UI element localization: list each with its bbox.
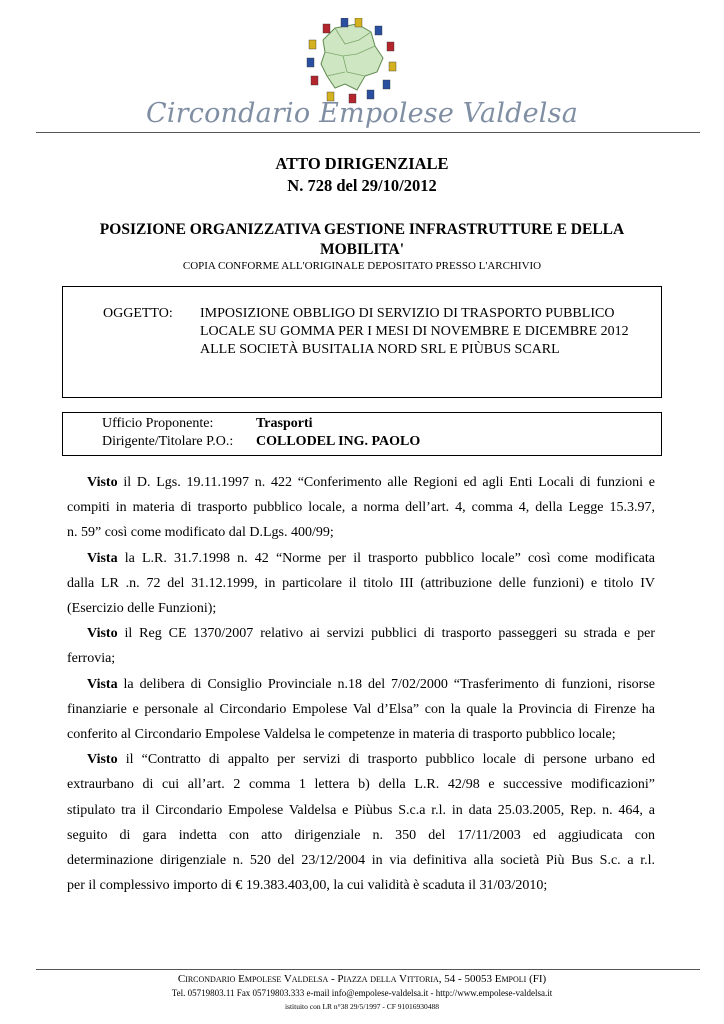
paragraph-keyword: Visto — [87, 752, 118, 768]
paragraph — [67, 747, 655, 898]
paragraph-keyword: Visto — [87, 626, 118, 642]
text-line: extraurbano di cui all’art. 2 comma 1 lettera b) della L.R. 42/98 e successive modificazioni” — [67, 777, 655, 793]
text-line: dalla LR .n. 72 del 31.12.1999, in particolare il titolo III (attribuzione delle funzioni) e titolo IV — [67, 575, 655, 591]
position-title: POSIZIONE ORGANIZZATIVA GESTIONE INFRASTRUTTURE E DELLA MOBILITA' — [99, 221, 625, 258]
text-line: Visto il “Contratto di appalto per servizi di trasporto pubblico locale di persone urbano ed — [87, 752, 655, 768]
text-line: Visto il Reg CE 1370/2007 relativo ai servizi pubblici di trasporto passeggeri su strada e per — [87, 626, 655, 642]
proposer-label: Ufficio Proponente: — [102, 416, 214, 431]
subject-line: ALLE SOCIETÀ BUSITALIA NORD SRL E PIÙBUS SCARL — [200, 342, 560, 357]
manager-label: Dirigente/Titolare P.O.: — [102, 434, 234, 449]
body-text — [67, 470, 655, 898]
subject-line: IMPOSIZIONE OBBLIGO DI SERVIZIO DI TRASPORTO PUBBLICO — [200, 306, 615, 321]
subject-line: LOCALE SU GOMMA PER I MESI DI NOVEMBRE E DICEMBRE 2012 — [200, 324, 629, 339]
footer-divider — [36, 969, 700, 970]
text-line: Visto il D. Lgs. 19.11.1997 n. 422 “Conferimento alle Regioni ed agli Enti Locali di funzioni e — [87, 475, 655, 490]
text-line: per il complessivo importo di € 19.383.403,00, la cui validità è scaduta il 31/03/2010; — [67, 878, 548, 894]
header-divider — [36, 132, 700, 133]
paragraph — [67, 470, 655, 546]
text-line: stipulato tra il Circondario Empolese Valdelsa e Piùbus S.c.a r.l. in data 25.03.2005, Rep. n. 464, a — [67, 802, 655, 818]
paragraph-keyword: Vista — [87, 676, 118, 692]
paragraph-keyword: Vista — [87, 550, 118, 566]
org-name: Circondario Empolese Valdelsa — [145, 98, 578, 129]
text-line: Vista la delibera di Consiglio Provinciale n.18 del 7/02/2000 “Trasferimento di funzioni, risorse — [87, 676, 655, 692]
act-type: ATTO DIRIGENZIALE — [275, 154, 449, 173]
text-line: seguito di gara indetta con atto dirigenziale n. 350 del 17/11/2003 ed aggiudicata con — [67, 827, 655, 843]
paragraph — [67, 672, 655, 748]
text-line: n. 59” così come modificato dal D.Lgs. 400/99; — [67, 525, 334, 541]
proposer-value: Trasporti — [256, 416, 313, 431]
text-line: (Esercizio delle Funzioni); — [67, 601, 217, 617]
text-line: finanziarie e personale al Circondario Empolese Val d’Elsa” con la quale la Provincia di Firenze ha — [67, 701, 655, 717]
circondario-logo — [305, 18, 397, 104]
footer-address: Circondario Empolese Valdelsa - Piazza della Vittoria, 54 - 50053 Empoli (FI) — [177, 973, 547, 985]
footer-contacts: Tel. 05719803.11 Fax 05719803.333 e-mail info@empolese-valdelsa.it - http://www.empolese-valdelsa.it — [171, 988, 553, 998]
subject-label: OGGETTO: — [103, 306, 173, 321]
manager-value: COLLODEL ING. PAOLO — [256, 434, 421, 449]
copy-note: COPIA CONFORME ALL'ORIGINALE DEPOSITATO PRESSO L'ARCHIVIO — [182, 260, 542, 272]
text-line: compiti in materia di trasporto pubblico locale, a norma dell’art. 4, comma 4, della Legge 15.3.97, — [67, 500, 655, 516]
paragraph — [67, 546, 655, 622]
text-line: conferito al Circondario Empolese Valdelsa le competenze in materia di trasporto pubblico locale; — [67, 727, 616, 743]
text-line: ferrovia; — [67, 651, 116, 667]
paragraph-keyword: Visto — [87, 475, 118, 490]
text-line: Vista la L.R. 31.7.1998 n. 42 “Norme per il trasporto pubblico locale” così come modificata — [87, 550, 655, 566]
footer-registration: istituito con LR n°38 29/5/1997 - CF 91016930488 — [284, 1002, 440, 1011]
act-number: N. 728 del 29/10/2012 — [287, 176, 437, 195]
paragraph — [67, 621, 655, 671]
text-line: determinazione dirigenziale n. 520 del 23/12/2004 in via definitiva alla società Più Bus S.c. a r.l. — [67, 853, 655, 869]
